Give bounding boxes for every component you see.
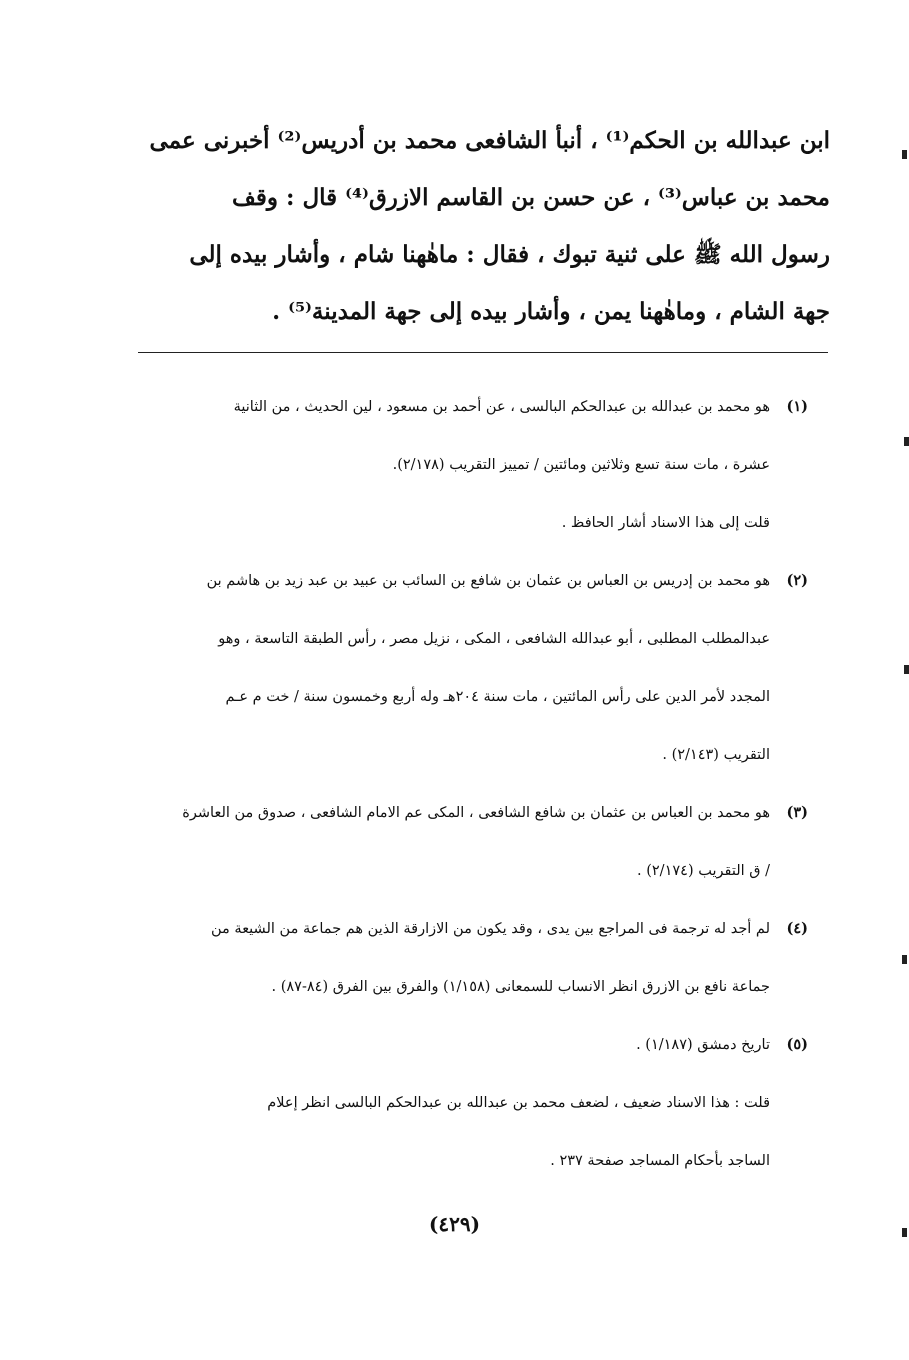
main-text-line: رسول الله ﷺ على ثنية تبوك ، فقال : ماهٰهنا شام ، وأشار بيده إلى — [189, 241, 830, 268]
footnote-number: (٤) — [786, 920, 808, 937]
closing-note-line: قلت : هذا الاسناد ضعيف ، لضعف محمد بن عبدالله بن عبدالحكم البالسى انظر إعلام — [267, 1095, 770, 1111]
footnote-line: هو محمد بن عبدالله بن عبدالحكم البالسى ، عن أحمد بن مسعود ، لين الحديث ، من الثانية — [233, 399, 770, 415]
footnote-line: عبدالمطلب المطلبى ، أبو عبدالله الشافعى ، المكى ، نزيل مصر ، رأس الطبقة التاسعة ، وهو — [218, 631, 770, 647]
page-number: (٤٢٩) — [428, 1212, 481, 1236]
main-text-line: محمد بن عباس⁽³⁾ ، عن حسن بن القاسم الازرق⁽⁴⁾ قال : وقف — [232, 184, 830, 211]
footnote-line: التقريب (٢/١٤٣) . — [662, 747, 770, 763]
scan-edge-mark — [904, 665, 909, 674]
footnote-line: / ق التقريب (٢/١٧٤) . — [637, 863, 770, 879]
closing-note-line: الساجد بأحكام المساجد صفحة ٢٣٧ . — [550, 1153, 770, 1169]
footnote-line: المجدد لأمر الدين على رأس المائتين ، مات سنة ٢٠٤هـ وله أربع وخمسون سنة / خت م عـم — [225, 689, 770, 705]
scan-edge-mark — [902, 1228, 907, 1237]
footnote-line: قلت إلى هذا الاسناد أشار الحافظ . — [561, 515, 770, 531]
main-text-line: جهة الشام ، وماهٰهنا يمن ، وأشار بيده إلى جهة المدينة⁽⁵⁾ . — [272, 298, 830, 325]
scan-edge-mark — [902, 150, 907, 159]
footnote-4 — [138, 914, 808, 1002]
footnote-line: هو محمد بن إدريس بن العباس بن عثمان بن شافع بن السائب بن عبيد بن عبد زيد بن هاشم بن — [206, 573, 770, 589]
footnote-line: عشرة ، مات سنة تسع وثلاثين ومائتين / تمييز التقريب (٢/١٧٨). — [392, 457, 770, 473]
footnote-number: (١) — [786, 398, 808, 415]
main-text — [130, 112, 830, 340]
footnote-line: هو محمد بن العباس بن عثمان بن شافع الشافعى ، المكى عم الامام الشافعى ، صدوق من العاشرة — [182, 805, 770, 821]
footnotes — [138, 392, 808, 1176]
footnote-line: لم أجد له ترجمة فى المراجع بين يدى ، وقد يكون من الازارقة الذين هم جماعة من الشيعة من — [211, 921, 770, 937]
footnote-number: (٥) — [786, 1036, 808, 1053]
scan-edge-mark — [904, 437, 909, 446]
footnote-number: (٣) — [786, 804, 808, 821]
footnote-1 — [138, 392, 808, 538]
footnote-2 — [138, 566, 808, 770]
footnote-5 — [138, 1030, 808, 1060]
scan-edge-mark — [902, 955, 907, 964]
footnote-number: (٢) — [786, 572, 808, 589]
footnote-divider — [138, 352, 828, 353]
footnote-line: جماعة نافع بن الازرق انظر الانساب للسمعانى (١/١٥٨) والفرق بين الفرق (٨٤-٨٧) . — [271, 979, 770, 995]
footnote-3 — [138, 798, 808, 886]
footnote-line: تاريخ دمشق (١/١٨٧) . — [636, 1037, 770, 1053]
closing-note — [138, 1088, 808, 1176]
main-text-line: ابن عبدالله بن الحكم⁽¹⁾ ، أنبأ الشافعى محمد بن أدريس⁽²⁾ أخبرنى عمى — [149, 127, 830, 154]
